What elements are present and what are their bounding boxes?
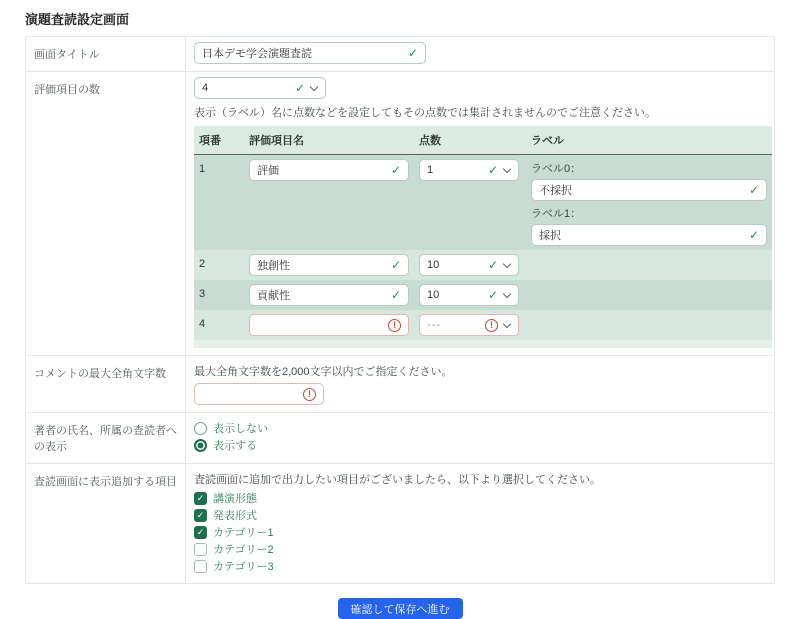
checkbox-option[interactable]: ✓ 発表形式 (194, 508, 766, 522)
item-no: 2 (199, 258, 206, 270)
comment-max-input[interactable] (194, 383, 324, 405)
check-icon: ✓ (487, 288, 498, 302)
form-row-item-count (26, 72, 774, 356)
page-title: 演題査読設定画面 (25, 12, 130, 27)
form-row-author-display (26, 413, 774, 464)
table-row (194, 250, 772, 280)
confirm-save-button[interactable]: 確認して保存へ進む (338, 598, 463, 619)
chevron-down-icon (310, 82, 318, 90)
chevron-down-icon (503, 164, 511, 172)
item-score-select[interactable]: --- ! (419, 314, 519, 336)
radio-icon[interactable] (194, 422, 207, 435)
radio-option-hide[interactable]: 表示しない (194, 421, 766, 435)
table-footer-strip (194, 340, 772, 348)
check-icon: ✓ (748, 183, 759, 197)
chevron-down-icon (503, 289, 511, 297)
comment-max-label: コメントの最大全角文字数 (26, 356, 186, 412)
check-icon: ✓ (487, 258, 498, 272)
checkbox-option[interactable]: カテゴリー3 (194, 559, 766, 573)
extra-items-label: 査読画面に表示追加する項目 (26, 464, 186, 583)
check-icon: ✓ (294, 81, 305, 95)
item-name-input[interactable]: 貢献性 ✓ (249, 284, 409, 306)
items-table-header (194, 126, 772, 155)
table-row (194, 310, 772, 340)
label0-caption: ラベル0： (531, 163, 582, 175)
screen-title-input[interactable] (194, 42, 426, 64)
label1-caption: ラベル1： (531, 208, 582, 220)
chevron-down-icon (503, 319, 511, 327)
button-bar (0, 598, 800, 619)
checkbox-option[interactable]: ✓ 講演形態 (194, 491, 766, 505)
header-score: 点数 (419, 135, 441, 147)
checkbox-icon[interactable]: ✓ (194, 509, 207, 522)
error-icon: ! (388, 319, 401, 332)
checkbox-option[interactable]: ✓ カテゴリー1 (194, 525, 766, 539)
item-no: 3 (199, 288, 206, 300)
checkbox-icon[interactable]: ✓ (194, 526, 207, 539)
evaluation-items-table (194, 126, 772, 348)
checkbox-icon[interactable] (194, 560, 207, 573)
author-display-label: 著者の氏名、所属の査読者への表示 (26, 413, 186, 463)
radio-option-show[interactable]: 表示する (194, 438, 766, 452)
checkbox-icon[interactable]: ✓ (194, 492, 207, 505)
header-labels: ラベル (531, 135, 564, 147)
form-row-comment-max (26, 356, 774, 413)
item-no: 4 (199, 318, 206, 330)
screen-title-label: 画面タイトル (26, 37, 186, 71)
check-icon: ✓ (487, 163, 498, 177)
check-icon: ✓ (390, 258, 401, 272)
form-row-screen-title (26, 37, 774, 72)
header-no: 項番 (199, 135, 221, 147)
item-count-value: 4 (202, 82, 209, 94)
item-count-label: 評価項目の数 (26, 72, 186, 355)
check-icon: ✓ (407, 46, 418, 60)
item-count-select[interactable] (194, 77, 326, 99)
comment-max-note: 最大全角文字数を2,000文字以内でご指定ください。 (194, 366, 453, 378)
item-name-input[interactable]: 独創性 ✓ (249, 254, 409, 276)
item-name-input[interactable] (249, 314, 409, 336)
check-icon: ✓ (390, 288, 401, 302)
item-count-note: 表示（ラベル）名に点数などを設定してもその点数では集計されませんのでご注意ください。 (194, 107, 656, 119)
checkbox-option[interactable]: カテゴリー2 (194, 542, 766, 556)
table-row (194, 280, 772, 310)
extra-items-note: 査読画面に追加で出力したい項目がございましたら、以下より選択してください。 (194, 474, 601, 486)
form-row-extra-items (26, 464, 774, 584)
chevron-down-icon (503, 259, 511, 267)
header-name: 評価項目名 (249, 135, 304, 147)
error-icon: ! (485, 319, 498, 332)
settings-form (25, 36, 775, 584)
item-score-select[interactable]: 10 ✓ (419, 254, 519, 276)
label1-input[interactable]: 採択 ✓ (531, 224, 767, 246)
checkbox-icon[interactable] (194, 543, 207, 556)
item-name-input[interactable]: 評価 ✓ (249, 159, 409, 181)
check-icon: ✓ (390, 163, 401, 177)
table-row (194, 155, 772, 250)
error-icon: ! (303, 388, 316, 401)
item-no: 1 (199, 163, 206, 175)
label0-input[interactable]: 不採択 ✓ (531, 179, 767, 201)
item-score-select[interactable]: 10 ✓ (419, 284, 519, 306)
screen-title-value: 日本デモ学会演題査読 (202, 48, 312, 60)
radio-icon[interactable] (194, 439, 207, 452)
check-icon: ✓ (748, 228, 759, 242)
item-score-select[interactable]: 1 ✓ (419, 159, 519, 181)
